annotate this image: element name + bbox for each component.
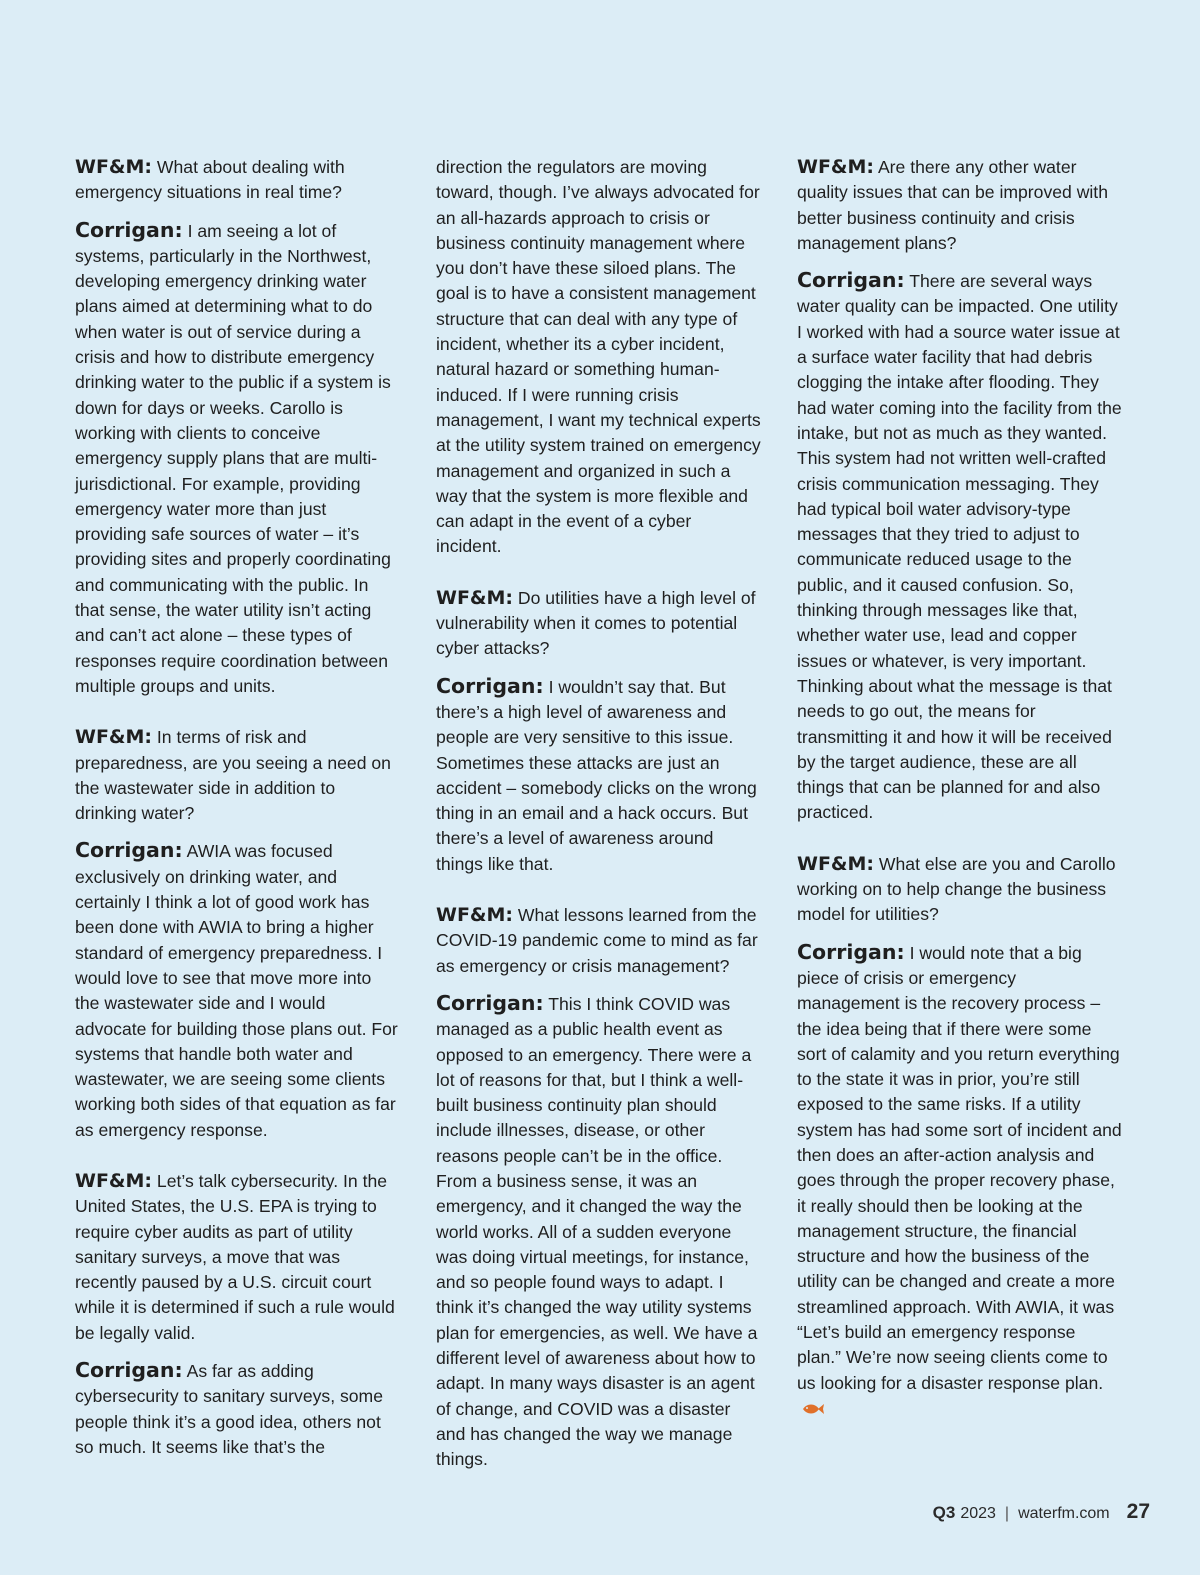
answer-paragraph [436, 674, 761, 877]
question-text: What lessons learned from the COVID-19 pandemic come to mind as far as emergency or crisis management? [436, 905, 758, 976]
question-text: What else are you and Carollo working on to help change the business model for utilities? [797, 853, 1116, 925]
question-paragraph [75, 1169, 400, 1346]
question-text: Are there any other water quality issues that can be improved with better business continuity and crisis management plans? [797, 157, 1108, 253]
footer-separator: | [1004, 1505, 1010, 1522]
footer-website: waterfm.com [1018, 1505, 1110, 1522]
column-3 [797, 155, 1122, 1433]
speaker-label: Corrigan: [75, 838, 183, 863]
page-footer [933, 1500, 1150, 1524]
answer-text: As far as adding cybersecurity to sanitary surveys, some people think it’s a good idea, others not so much. It seems like that’s the [75, 1361, 383, 1457]
answer-text: direction the regulators are moving toward, though. I’ve always advocated for an all-hazards approach to crisis or business continuity management where you don’t have these siloed plans. The goal is to have a consistent management structure that can deal with any type of incident, whether its a cyber incident, natural hazard or something human-induced. If I were running crisis management, I want my technical experts at the utility system trained on emergency management and organized in such a way that the system is more flexible and can adapt in the event of a cyber incident. [436, 157, 761, 557]
question-paragraph [797, 155, 1122, 256]
speaker-label: Corrigan: [797, 268, 905, 293]
question-paragraph [436, 586, 761, 662]
footer-quarter: Q3 [932, 1503, 956, 1522]
speaker-label: Corrigan: [436, 990, 544, 1015]
speaker-label: Corrigan: [75, 217, 183, 242]
speaker-label: Corrigan: [436, 673, 544, 698]
speaker-label: Corrigan: [797, 939, 905, 964]
speaker-label: WF&M: [75, 1169, 153, 1192]
answer-text: I am seeing a lot of systems, particularly in the Northwest, developing emergency drinking water plans aimed at determining what to do when water is out of service during a crisis and how to distribute emergency drinking water to the public if a system is down for days or weeks. Carollo is working with clients to conceive emergency supply plans that are multi-jurisdictional. For example, providing emergency water more than just providing safe sources of water – it’s providing sites and properly coordinating and communicating with the public. In that sense, the water utility isn’t acting and can’t act alone – these types of responses require coordination between multiple groups and units. [75, 220, 391, 696]
speaker-label: WF&M: [75, 726, 153, 749]
answer-paragraph [75, 838, 400, 1143]
page-number: 27 [1126, 1500, 1150, 1523]
answer-text: I would note that a big piece of crisis or emergency management is the recovery process – the idea being that if there were some sort of calamity and you return everything to the state it was in prior, you’re still exposed to the same risks. If a utility system has had some sort of incident and then does an after-action analysis and goes through the proper recovery phase, it really should then be looking at the management structure, the financial structure and how the business of the utility can be changed and create a more streamlined approach. With AWIA, it was “Let’s build an emergency response plan.” We’re now seeing clients come to us looking for a disaster response plan. [797, 942, 1122, 1393]
speaker-label: WF&M: [436, 904, 514, 927]
question-text: In terms of risk and preparedness, are you seeing a need on the wastewater side in addition to drinking water? [75, 727, 391, 824]
question-paragraph [797, 852, 1122, 928]
question-paragraph [436, 903, 761, 979]
answer-paragraph [75, 218, 400, 700]
answer-text: This I think COVID was managed as a public health event as opposed to an emergency. There were a lot of reasons for that, but I think a well-built business continuity plan should include illnesses, disease, or other reasons people can’t be in the office. From a business sense, it was an emergency, and it changed the way the world works. All of a sudden everyone was doing virtual meetings, for instance, and so people found ways to adapt. I think it’s changed the way utility systems plan for emergencies, as well. We have a different level of awareness about how to adapt. In many ways disaster is an agent of change, and COVID was a disaster and has changed the way we manage things. [436, 993, 758, 1470]
answer-text: I wouldn’t say that. But there’s a high level of awareness and people are very sensitive to this issue. Sometimes these attacks are just an accident – somebody clicks on the wrong thing in an email and a hack occurs. But there’s a level of awareness around things like that. [436, 676, 757, 874]
speaker-label: WF&M: [436, 586, 514, 609]
question-text: Let’s talk cybersecurity. In the United States, the U.S. EPA is trying to require cyber audits as part of utility sanitary surveys, a move that was recently paused by a U.S. circuit court while it is determined if such a rule would be legally valid. [75, 1170, 395, 1343]
column-2 [436, 155, 761, 1485]
question-text: Do utilities have a high level of vulnerability when it comes to potential cyber attacks? [436, 587, 756, 659]
fish-end-mark-icon [801, 1402, 825, 1416]
answer-paragraph [797, 268, 1122, 826]
continued-paragraph [436, 155, 761, 560]
answer-paragraph [436, 991, 761, 1473]
speaker-label: WF&M: [797, 852, 875, 875]
answer-text: AWIA was focused exclusively on drinking water, and certainly I think a lot of good work has been done with AWIA to bring a higher standard of emergency preparedness. I would love to see that move more into the wastewater side and I would advocate for building those plans out. For systems that handle both water and wastewater, we are seeing some clients working both sides of that equation as far as emergency response. [75, 841, 398, 1140]
answer-paragraph [797, 940, 1122, 1422]
speaker-label: WF&M: [797, 156, 875, 178]
footer-year: 2023 [960, 1505, 996, 1522]
question-text: What about dealing with emergency situations in real time? [75, 157, 345, 203]
speaker-label: Corrigan: [75, 1358, 183, 1383]
answer-paragraph [75, 1358, 400, 1460]
answer-text: There are several ways water quality can be impacted. One utility I worked with had a source water issue at a surface water facility that had debris clogging the intake after flooding. They had water coming into the facility from the intake, but not as much as they wanted. This system had not written well-crafted crisis communication messaging. They had typical boil water advisory-type messages that they tried to adjust to communicate reduced usage to the public, and it caused confusion. So, thinking through messages like that, whether water use, lead and copper issues or whatever, is very important. Thinking about what the message is that needs to go out, the means for transmitting it and how it will be received by the target audience, these are all things that can be planned for and also practiced. [797, 271, 1122, 823]
question-paragraph [75, 155, 400, 206]
column-1 [75, 155, 400, 1472]
question-paragraph [75, 725, 400, 826]
speaker-label: WF&M: [75, 156, 153, 178]
